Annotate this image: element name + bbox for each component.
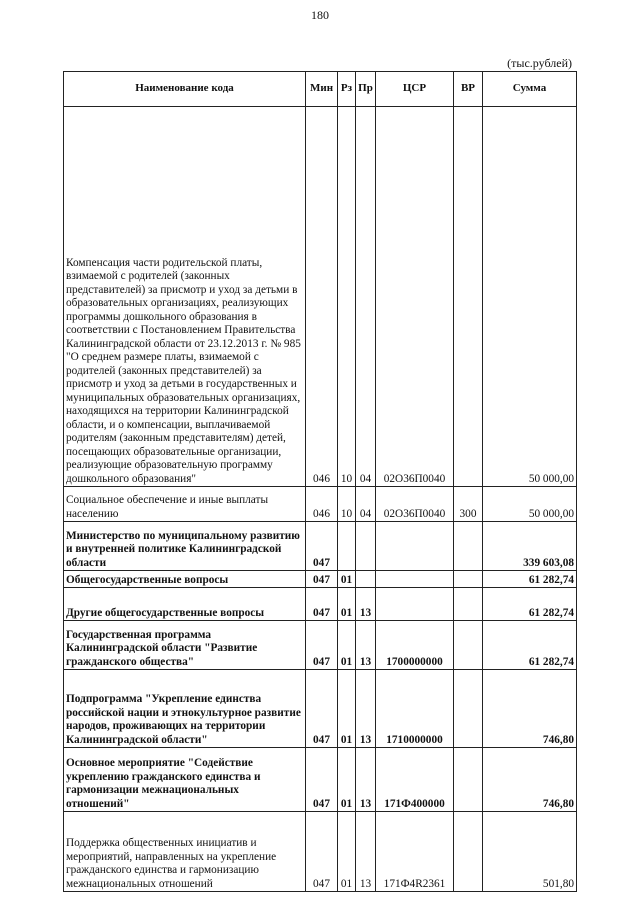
row-vr — [454, 571, 483, 588]
row-min: 047 — [306, 571, 338, 588]
row-sum: 61 282,74 — [483, 571, 577, 588]
row-pr: 13 — [356, 670, 376, 748]
row-min: 047 — [306, 812, 338, 892]
row-rz: 01 — [338, 812, 356, 892]
units-label: (тыс.рублей) — [507, 56, 572, 70]
row-rz: 10 — [338, 107, 356, 487]
row-pr: 04 — [356, 107, 376, 487]
row-sum: 746,80 — [483, 748, 577, 812]
row-sum: 50 000,00 — [483, 107, 577, 487]
row-sum: 50 000,00 — [483, 487, 577, 522]
page-number: 180 — [311, 8, 329, 22]
row-name: Компенсация части родительской платы, взимаемой с родителей (законных представителей) за присмотр и уход за детьми в образовательных организациях, реализующих программы дошкольного образования в соответствии с Постановлением Правительства Калининградской области от 23.12.2013 г. № 985 "О среднем размере платы, взимаемой с родителей (законных представителей) за присмотр и уход за детьми в государственных и муниципальных образовательных организациях, находящихся на территории Калининградской области, и о компенсации, выплачиваемой родителям (законным представителям) детей, посещающих образовательные организации, реализующие образовательную программу дошкольного образования" — [64, 107, 306, 487]
row-vr — [454, 670, 483, 748]
row-pr: 13 — [356, 748, 376, 812]
row-min: 047 — [306, 588, 338, 621]
row-sum: 61 282,74 — [483, 621, 577, 670]
header-rz: Рз — [338, 72, 356, 107]
row-pr: 13 — [356, 588, 376, 621]
row-csr — [376, 571, 454, 588]
row-min: 046 — [306, 487, 338, 522]
row-min: 047 — [306, 670, 338, 748]
row-vr — [454, 522, 483, 571]
row-csr — [376, 522, 454, 571]
row-csr: 171Ф4R2361 — [376, 812, 454, 892]
row-rz: 01 — [338, 748, 356, 812]
row-min: 046 — [306, 107, 338, 487]
row-min: 047 — [306, 522, 338, 571]
row-pr: 13 — [356, 621, 376, 670]
header-name: Наименование кода — [64, 72, 306, 107]
table-row — [64, 571, 577, 588]
table-row — [64, 748, 577, 812]
row-name: Министерство по муниципальному развитию и внутренней политике Калининградской области — [64, 522, 306, 571]
row-vr — [454, 812, 483, 892]
row-csr: 1700000000 — [376, 621, 454, 670]
row-csr: 171Ф400000 — [376, 748, 454, 812]
row-csr: 02О36П0040 — [376, 107, 454, 487]
row-rz: 01 — [338, 621, 356, 670]
row-vr — [454, 748, 483, 812]
row-name: Общегосударственные вопросы — [64, 571, 306, 588]
table-row — [64, 812, 577, 892]
table-row — [64, 487, 577, 522]
row-csr: 02О36П0040 — [376, 487, 454, 522]
row-pr: 04 — [356, 487, 376, 522]
row-sum: 339 603,08 — [483, 522, 577, 571]
row-min: 047 — [306, 748, 338, 812]
row-rz: 10 — [338, 487, 356, 522]
row-name: Социальное обеспечение и иные выплаты населению — [64, 487, 306, 522]
table-row — [64, 621, 577, 670]
row-sum: 61 282,74 — [483, 588, 577, 621]
table-header-row — [64, 72, 577, 107]
row-rz: 01 — [338, 588, 356, 621]
row-name: Другие общегосударственные вопросы — [64, 588, 306, 621]
row-name: Поддержка общественных инициатив и мероприятий, направленных на укрепление гражданского единства и гармонизацию межнациональных отношений — [64, 812, 306, 892]
row-name: Подпрограмма "Укрепление единства российской нации и этнокультурное развитие народов, проживающих на территории Калининградской области" — [64, 670, 306, 748]
row-rz: 01 — [338, 670, 356, 748]
header-min: Мин — [306, 72, 338, 107]
table-row — [64, 588, 577, 621]
row-sum: 746,80 — [483, 670, 577, 748]
table-row — [64, 107, 577, 487]
budget-table — [63, 71, 577, 892]
row-vr — [454, 621, 483, 670]
row-name: Государственная программа Калининградской области "Развитие гражданского общества" — [64, 621, 306, 670]
row-vr — [454, 107, 483, 487]
header-pr: Пр — [356, 72, 376, 107]
row-pr — [356, 522, 376, 571]
row-pr: 13 — [356, 812, 376, 892]
header-sum: Сумма — [483, 72, 577, 107]
header-csr: ЦСР — [376, 72, 454, 107]
row-csr — [376, 588, 454, 621]
row-name: Основное мероприятие "Содействие укреплению гражданского единства и гармонизации межнациональных отношений" — [64, 748, 306, 812]
row-sum: 501,80 — [483, 812, 577, 892]
row-csr: 1710000000 — [376, 670, 454, 748]
table-row — [64, 522, 577, 571]
row-rz — [338, 522, 356, 571]
row-vr: 300 — [454, 487, 483, 522]
row-min: 047 — [306, 621, 338, 670]
header-vr: ВР — [454, 72, 483, 107]
row-rz: 01 — [338, 571, 356, 588]
row-pr — [356, 571, 376, 588]
row-vr — [454, 588, 483, 621]
table-row — [64, 670, 577, 748]
